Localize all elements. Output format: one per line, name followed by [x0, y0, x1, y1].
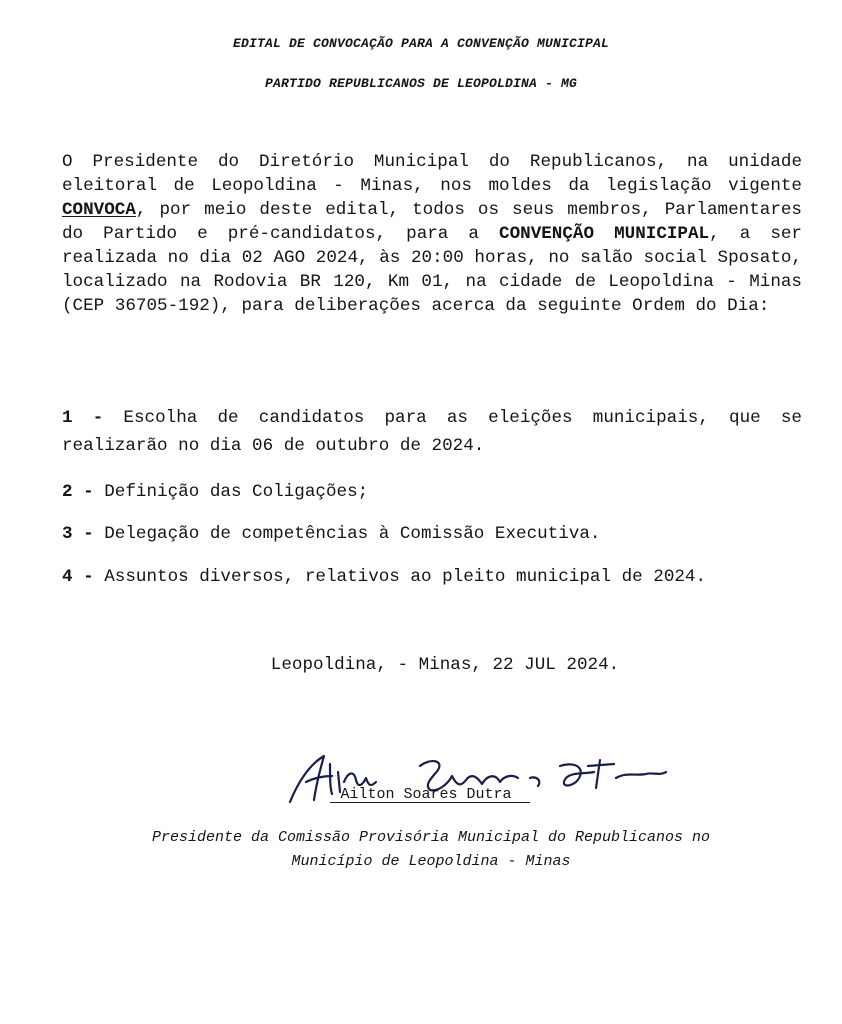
- agenda-item-2: [62, 478, 802, 506]
- date-line: Leopoldina, - Minas, 22 JUL 2024.: [270, 655, 620, 675]
- edital-title: EDITAL DE CONVOCAÇÃO PARA A CONVENÇÃO MUNICIPAL: [232, 36, 610, 51]
- agenda-item-text: Definição das Coligações;: [93, 482, 369, 502]
- intro-text-2: , por meio deste edital, todos os seus membros, Parlamentares do Partido e pré-candidatos, para a: [62, 200, 802, 244]
- agenda-item-text: Assuntos diversos, relativos ao pleito municipal de 2024.: [93, 567, 707, 587]
- agenda-item-number: 4 -: [62, 567, 94, 587]
- agenda-item-number: 2 -: [62, 482, 94, 502]
- intro-text-3: , a ser realizada no dia 02 AGO 2024, às 20:00 horas, no salão social Sposato, localizado na Rodovia BR 120, Km 01, na cidade de Leopoldina - Minas (CEP 36705-192), para deliberações acerca da seguinte Ordem do Dia:: [62, 224, 802, 316]
- agenda-item-text: Delegação de competências à Comissão Executiva.: [93, 524, 601, 544]
- agenda-item-number: 3 -: [62, 524, 94, 544]
- agenda-item-text: Escolha de candidatos para as eleições municipais, que se realizarão no dia 06 de outubro de 2024.: [62, 408, 802, 456]
- agenda-item-number: 1 -: [62, 408, 104, 428]
- agenda-item-1: [62, 404, 802, 460]
- convoca-keyword: CONVOCA: [62, 200, 136, 220]
- party-subtitle: PARTIDO REPUBLICANOS DE LEOPOLDINA - MG: [264, 76, 578, 91]
- signatory-title-line-1: Presidente da Comissão Provisória Municipal do Republicanos no: [151, 829, 711, 846]
- signatory-title-line-2: Município de Leopoldina - Minas: [291, 853, 571, 870]
- convencao-keyword: CONVENÇÃO MUNICIPAL: [499, 224, 710, 244]
- intro-paragraph: [62, 150, 802, 318]
- agenda-item-3: [62, 520, 802, 548]
- intro-text-1: O Presidente do Diretório Municipal do Republicanos, na unidade eleitoral de Leopoldina - Minas, nos moldes da legislação vigente: [62, 152, 802, 196]
- signatory-name: Ailton Soares Dutra: [340, 786, 512, 803]
- agenda-item-4: [62, 563, 802, 591]
